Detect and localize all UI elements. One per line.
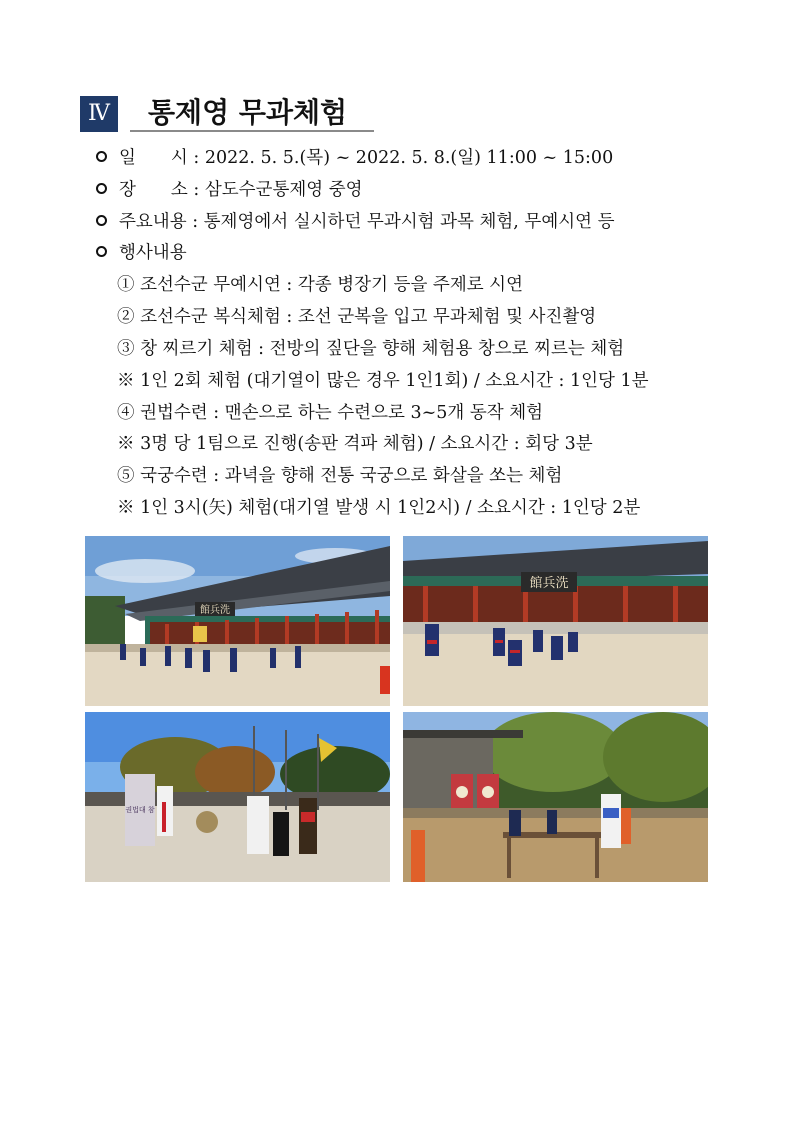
circle-bullet-icon — [96, 246, 107, 257]
photo-archery-practice — [403, 712, 708, 882]
info-label: 장 소 — [119, 180, 188, 200]
circle-bullet-icon — [96, 183, 107, 194]
info-label: 주요내용 — [119, 212, 187, 232]
circle-bullet-icon — [96, 215, 107, 226]
info-sep: : — [187, 148, 205, 168]
photo-banner-text: 권법대 참 — [125, 806, 155, 814]
info-label: 행사내용 — [119, 243, 187, 263]
info-label: 일 시 — [119, 148, 188, 168]
info-row-date — [96, 146, 613, 170]
program-item: ⑤ 국궁수련 : 과녁을 향해 전통 국궁으로 화살을 쏘는 체험 — [117, 466, 563, 486]
info-row-place — [96, 178, 363, 202]
info-value: 2022. 5. 5.(목) ~ 2022. 5. 8.(일) 11:00 ~ 15:00 — [204, 148, 614, 168]
photo-martial-arts-demo — [85, 536, 390, 706]
info-row-program — [96, 241, 187, 265]
info-value: 통제영에서 실시하던 무과시험 과목 체험, 무예시연 등 — [203, 212, 615, 232]
circle-bullet-icon — [96, 151, 107, 162]
program-item: ② 조선수군 복식체험 : 조선 군복을 입고 무과체험 및 사진촬영 — [117, 307, 597, 327]
photo-plaque-text: 館兵洗 — [529, 576, 569, 591]
program-item: ① 조선수군 무예시연 : 각종 병장기 등을 주제로 시연 — [117, 275, 523, 295]
program-item: ③ 창 찌르기 체험 : 전방의 짚단을 향해 체험용 창으로 찌르는 체험 — [117, 339, 625, 359]
program-note: ※ 1인 2회 체험 (대기열이 많은 경우 1인1회) / 소요시간 : 1인당 1분 — [117, 371, 649, 391]
photo-plaque-text: 館兵洗 — [200, 605, 230, 616]
photo-costume-experience — [85, 712, 390, 882]
photo-martial-arts-kneeling — [403, 536, 708, 706]
section-title: 통제영 무과체험 — [130, 96, 374, 132]
program-item: ④ 권법수련 : 맨손으로 하는 수련으로 3~5개 동작 체험 — [117, 403, 544, 423]
section-numeral: Ⅳ — [80, 96, 118, 132]
info-sep: : — [186, 212, 204, 232]
info-sep: : — [187, 180, 205, 200]
info-row-content — [96, 210, 615, 234]
program-note: ※ 1인 3시(矢) 체험(대기열 발생 시 1인2시) / 소요시간 : 1인당 2분 — [117, 498, 641, 518]
program-note: ※ 3명 당 1팀으로 진행(송판 격파 체험) / 소요시간 : 회당 3분 — [117, 434, 593, 454]
info-value: 삼도수군통제영 중영 — [204, 180, 363, 200]
